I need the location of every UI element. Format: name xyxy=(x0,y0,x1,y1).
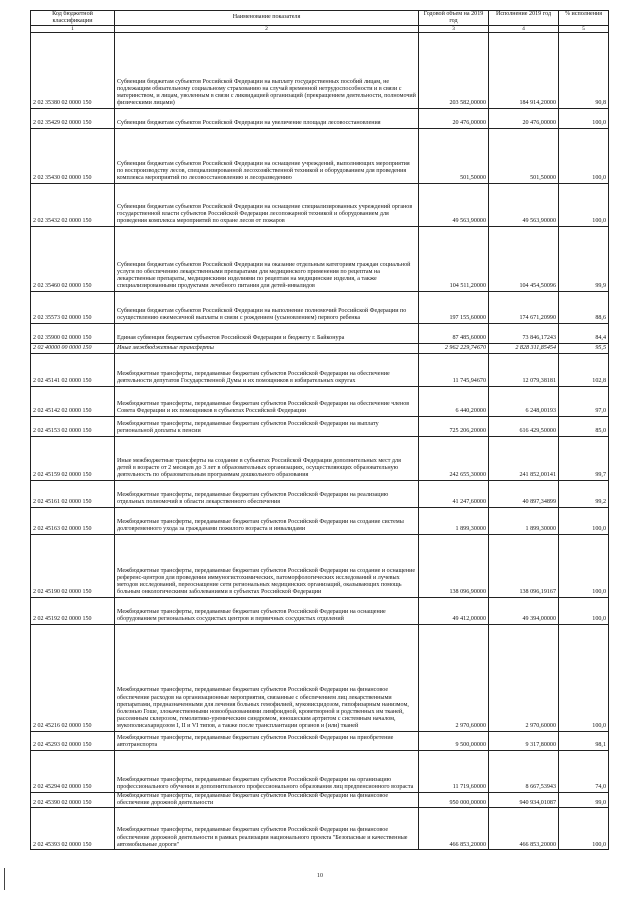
indicator-name: Субвенции бюджетам субъектов Российской Федерации на выплату государственных пособий лицам, не подлежащим обязательному социальному страхованию на случай временной нетрудоспособности и в связи с материнством, и лицам, уволенным в связи с ликвидацией организаций (прекращением деятельности, полномочий физическими лицами) xyxy=(115,32,419,108)
fact-amount: 12 079,38181 xyxy=(489,353,559,386)
budget-code: 2 02 45163 02 0000 150 xyxy=(31,507,115,534)
fact-amount: 501,50000 xyxy=(489,128,559,183)
execution-percent: 85,0 xyxy=(559,416,609,436)
plan-amount: 41 247,60000 xyxy=(419,480,489,507)
fact-amount: 6 248,00193 xyxy=(489,386,559,416)
budget-code: 2 02 45294 02 0000 150 xyxy=(31,750,115,792)
header-name: Наименование показателя xyxy=(115,11,419,26)
table-row xyxy=(31,416,609,436)
budget-code: 2 02 45161 02 0000 150 xyxy=(31,480,115,507)
indicator-name: Субвенции бюджетам субъектов Российской Федерации на оснащение специализированных учреждений органов государственной власти субъектов Российской Федерации лесопожарной техникой и оборудованием для проведения комплекса мероприятий по охране лесов от пожаров xyxy=(115,183,419,226)
execution-percent: 100,0 xyxy=(559,624,609,731)
table-row xyxy=(31,128,609,183)
budget-code: 2 02 45192 02 0000 150 xyxy=(31,597,115,624)
fact-amount: 2 828 311,85454 xyxy=(489,343,559,353)
plan-amount: 87 485,60000 xyxy=(419,323,489,343)
indicator-name: Межбюджетные трансферты, передаваемые бюджетам субъектов Российской Федерации на выплату региональной доплаты к пенсии xyxy=(115,416,419,436)
budget-code: 2 02 35900 02 0000 150 xyxy=(31,323,115,343)
plan-amount: 49 412,00000 xyxy=(419,597,489,624)
fact-amount: 466 853,20000 xyxy=(489,808,559,850)
table-row xyxy=(31,480,609,507)
execution-percent: 84,4 xyxy=(559,323,609,343)
indicator-name: Субвенции бюджетам субъектов Российской Федерации на оснащение учреждений, выполняющих мероприятия по воспроизводству лесов, специализированной лесохозяйственной техникой и оборудованием для проведения комплекса мероприятий по лесовосстановлению и лесоразведению xyxy=(115,128,419,183)
budget-code: 2 02 45390 02 0000 150 xyxy=(31,792,115,807)
table-row xyxy=(31,731,609,750)
fact-amount: 174 671,20990 xyxy=(489,291,559,323)
plan-amount: 20 476,00000 xyxy=(419,108,489,128)
execution-percent: 100,0 xyxy=(559,534,609,597)
budget-code: 2 02 45141 02 0000 150 xyxy=(31,353,115,386)
fact-amount: 138 096,19167 xyxy=(489,534,559,597)
fact-amount: 184 914,20000 xyxy=(489,32,559,108)
indicator-name: Иные межбюджетные трансферты xyxy=(115,343,419,353)
table-row xyxy=(31,108,609,128)
indicator-name: Межбюджетные трансферты, передаваемые бюджетам субъектов Российской Федерации на финансовое обеспечение дорожной деятельности в рамках реализации национального проекта "Безопасные и качественные автомобильные дороги" xyxy=(115,808,419,850)
budget-code: 2 02 45216 02 0000 150 xyxy=(31,624,115,731)
plan-amount: 950 000,00000 xyxy=(419,792,489,807)
indicator-name: Субвенции бюджетам субъектов Российской Федерации на оказание отдельным категориям граждан социальной услуги по обеспечению лекарственными препаратами для медицинского применения по рецептам на лекарственные препараты, медицинскими изделиями по рецептам на медицинские изделия, а также специализированными продуктами лечебного питания для детей-инвалидов xyxy=(115,226,419,291)
budget-code: 2 02 40000 00 0000 150 xyxy=(31,343,115,353)
fact-amount: 40 897,34899 xyxy=(489,480,559,507)
execution-percent: 95,5 xyxy=(559,343,609,353)
execution-percent: 74,0 xyxy=(559,750,609,792)
table-row xyxy=(31,808,609,850)
execution-percent: 99,7 xyxy=(559,436,609,480)
header-percent: % исполнения xyxy=(559,11,609,26)
table-row xyxy=(31,343,609,353)
plan-amount: 197 155,60000 xyxy=(419,291,489,323)
fact-amount: 20 476,00000 xyxy=(489,108,559,128)
table-row xyxy=(31,750,609,792)
execution-percent: 98,1 xyxy=(559,731,609,750)
budget-code: 2 02 45293 02 0000 150 xyxy=(31,731,115,750)
indicator-name: Межбюджетные трансферты, передаваемые бюджетам субъектов Российской Федерации на финансовое обеспечение расходов на организационные мероприятия, связанные с обеспечением лиц лекарственными препаратами, предназначенными для лечения больных гемофилией, муковисцидозом, гипофизарным нанизмом, болезнью Гоше, злокачественными новообразованиями лимфоидной, кроветворной и родственных им тканей, рассеянным склерозом, гемолитико-уремическим синдромом, юношеским артритом с системным началом, мукополисахаридозом I, II и VI типов, а также после трансплантации органов и (или) тканей xyxy=(115,624,419,731)
indicator-name: Межбюджетные трансферты, передаваемые бюджетам субъектов Российской Федерации на создание и оснащение референс-центров для проведения иммуногистохимических, патоморфологических исследований и лучевых методов исследований, переоснащение сети региональных медицинских организаций, оказывающих помощь больным онкологическими заболеваниями в субъектах Российской Федерации xyxy=(115,534,419,597)
table-row xyxy=(31,323,609,343)
indicator-name: Межбюджетные трансферты, передаваемые бюджетам субъектов Российской Федерации на приобретение автотранспорта xyxy=(115,731,419,750)
plan-amount: 11 719,60000 xyxy=(419,750,489,792)
plan-amount: 725 206,20000 xyxy=(419,416,489,436)
fact-amount: 49 394,00000 xyxy=(489,597,559,624)
fact-amount: 2 970,60000 xyxy=(489,624,559,731)
execution-percent: 100,0 xyxy=(559,597,609,624)
table-row xyxy=(31,226,609,291)
budget-code: 2 02 45153 02 0000 150 xyxy=(31,416,115,436)
table-row xyxy=(31,183,609,226)
budget-code: 2 02 35429 02 0000 150 xyxy=(31,108,115,128)
execution-percent: 100,0 xyxy=(559,808,609,850)
indicator-name: Межбюджетные трансферты, передаваемые бюджетам субъектов Российской Федерации на финансовое обеспечение дорожной деятельности xyxy=(115,792,419,807)
budget-code: 2 02 45142 02 0000 150 xyxy=(31,386,115,416)
budget-code: 2 02 35380 02 0000 150 xyxy=(31,32,115,108)
plan-amount: 49 563,90000 xyxy=(419,183,489,226)
indicator-name: Межбюджетные трансферты, передаваемые бюджетам субъектов Российской Федерации на создание системы долговременного ухода за гражданами пожилого возраста и инвалидами xyxy=(115,507,419,534)
execution-percent: 88,6 xyxy=(559,291,609,323)
header-fact: Исполнение 2019 год xyxy=(489,11,559,26)
plan-amount: 104 511,20000 xyxy=(419,226,489,291)
plan-amount: 1 899,30000 xyxy=(419,507,489,534)
fact-amount: 241 852,00141 xyxy=(489,436,559,480)
indicator-name: Межбюджетные трансферты, передаваемые бюджетам субъектов Российской Федерации на обеспечение деятельности депутатов Государственной Думы и их помощников в избирательных округах xyxy=(115,353,419,386)
fact-amount: 73 846,17243 xyxy=(489,323,559,343)
indicator-name: Единая субвенция бюджетам субъектов Российской Федерации и бюджету г. Байконура xyxy=(115,323,419,343)
table-row xyxy=(31,353,609,386)
budget-code: 2 02 35432 02 0000 150 xyxy=(31,183,115,226)
execution-percent: 99,2 xyxy=(559,480,609,507)
table-row xyxy=(31,534,609,597)
table-row xyxy=(31,792,609,807)
execution-percent: 90,8 xyxy=(559,32,609,108)
plan-amount: 501,50000 xyxy=(419,128,489,183)
plan-amount: 2 970,60000 xyxy=(419,624,489,731)
budget-code: 2 02 35460 02 0000 150 xyxy=(31,226,115,291)
table-row xyxy=(31,507,609,534)
fact-amount: 940 934,01087 xyxy=(489,792,559,807)
fact-amount: 49 563,90000 xyxy=(489,183,559,226)
indicator-name: Межбюджетные трансферты, передаваемые бюджетам субъектов Российской Федерации на реализацию отдельных полномочий в области лекарственного обеспечения xyxy=(115,480,419,507)
budget-code: 2 02 35573 02 0000 150 xyxy=(31,291,115,323)
column-number: 3 xyxy=(419,25,489,32)
plan-amount: 466 853,20000 xyxy=(419,808,489,850)
scan-edge-mark xyxy=(4,868,5,890)
budget-execution-table xyxy=(30,10,609,850)
page-number: 10 xyxy=(317,873,323,879)
fact-amount: 8 667,53943 xyxy=(489,750,559,792)
table-row xyxy=(31,436,609,480)
indicator-name: Межбюджетные трансферты, передаваемые бюджетам субъектов Российской Федерации на оснащение оборудованием региональных сосудистых центров и первичных сосудистых отделений xyxy=(115,597,419,624)
budget-code: 2 02 45159 02 0000 150 xyxy=(31,436,115,480)
indicator-name: Межбюджетные трансферты, передаваемые бюджетам субъектов Российской Федерации на обеспечение членов Совета Федерации и их помощников в субъектах Российской Федерации xyxy=(115,386,419,416)
table-row xyxy=(31,386,609,416)
table-row xyxy=(31,32,609,108)
header-plan: Годовой объем на 2019 год xyxy=(419,11,489,26)
fact-amount: 1 899,30000 xyxy=(489,507,559,534)
execution-percent: 100,0 xyxy=(559,183,609,226)
plan-amount: 203 582,00000 xyxy=(419,32,489,108)
indicator-name: Межбюджетные трансферты, передаваемые бюджетам субъектов Российской Федерации на организацию профессионального обучения и дополнительного профессионального образования лиц предпенсионного возраста xyxy=(115,750,419,792)
plan-amount: 242 655,30000 xyxy=(419,436,489,480)
plan-amount: 138 096,90000 xyxy=(419,534,489,597)
table-row xyxy=(31,597,609,624)
fact-amount: 104 454,50096 xyxy=(489,226,559,291)
execution-percent: 102,8 xyxy=(559,353,609,386)
execution-percent: 99,9 xyxy=(559,226,609,291)
budget-code: 2 02 45190 02 0000 150 xyxy=(31,534,115,597)
column-number: 5 xyxy=(559,25,609,32)
table-row xyxy=(31,291,609,323)
fact-amount: 9 317,80000 xyxy=(489,731,559,750)
execution-percent: 99,0 xyxy=(559,792,609,807)
plan-amount: 9 500,00000 xyxy=(419,731,489,750)
budget-code: 2 02 45393 02 0000 150 xyxy=(31,808,115,850)
fact-amount: 616 429,50000 xyxy=(489,416,559,436)
plan-amount: 11 745,94670 xyxy=(419,353,489,386)
execution-percent: 100,0 xyxy=(559,108,609,128)
indicator-name: Субвенции бюджетам субъектов Российской Федерации на выполнение полномочий Российской Федерации по осуществлению ежемесячной выплаты в связи с рождением (усыновлением) первого ребенка xyxy=(115,291,419,323)
table-row xyxy=(31,624,609,731)
column-number: 2 xyxy=(115,25,419,32)
plan-amount: 6 440,20000 xyxy=(419,386,489,416)
column-number: 1 xyxy=(31,25,115,32)
table-header-row xyxy=(31,11,609,26)
budget-code: 2 02 35430 02 0000 150 xyxy=(31,128,115,183)
column-number: 4 xyxy=(489,25,559,32)
plan-amount: 2 962 229,74670 xyxy=(419,343,489,353)
execution-percent: 97,0 xyxy=(559,386,609,416)
indicator-name: Иные межбюджетные трансферты на создание в субъектах Российской Федерации дополнительных мест для детей в возрасте от 2 месяцев до 3 лет в образовательных организациях, осуществляющих образовательную деятельность по образовательным программам дошкольного образования xyxy=(115,436,419,480)
header-code: Код бюджетной классификации xyxy=(31,11,115,26)
execution-percent: 100,0 xyxy=(559,128,609,183)
column-numbers-row xyxy=(31,25,609,32)
indicator-name: Субвенции бюджетам субъектов Российской Федерации на увеличение площади лесовосстановления xyxy=(115,108,419,128)
execution-percent: 100,0 xyxy=(559,507,609,534)
